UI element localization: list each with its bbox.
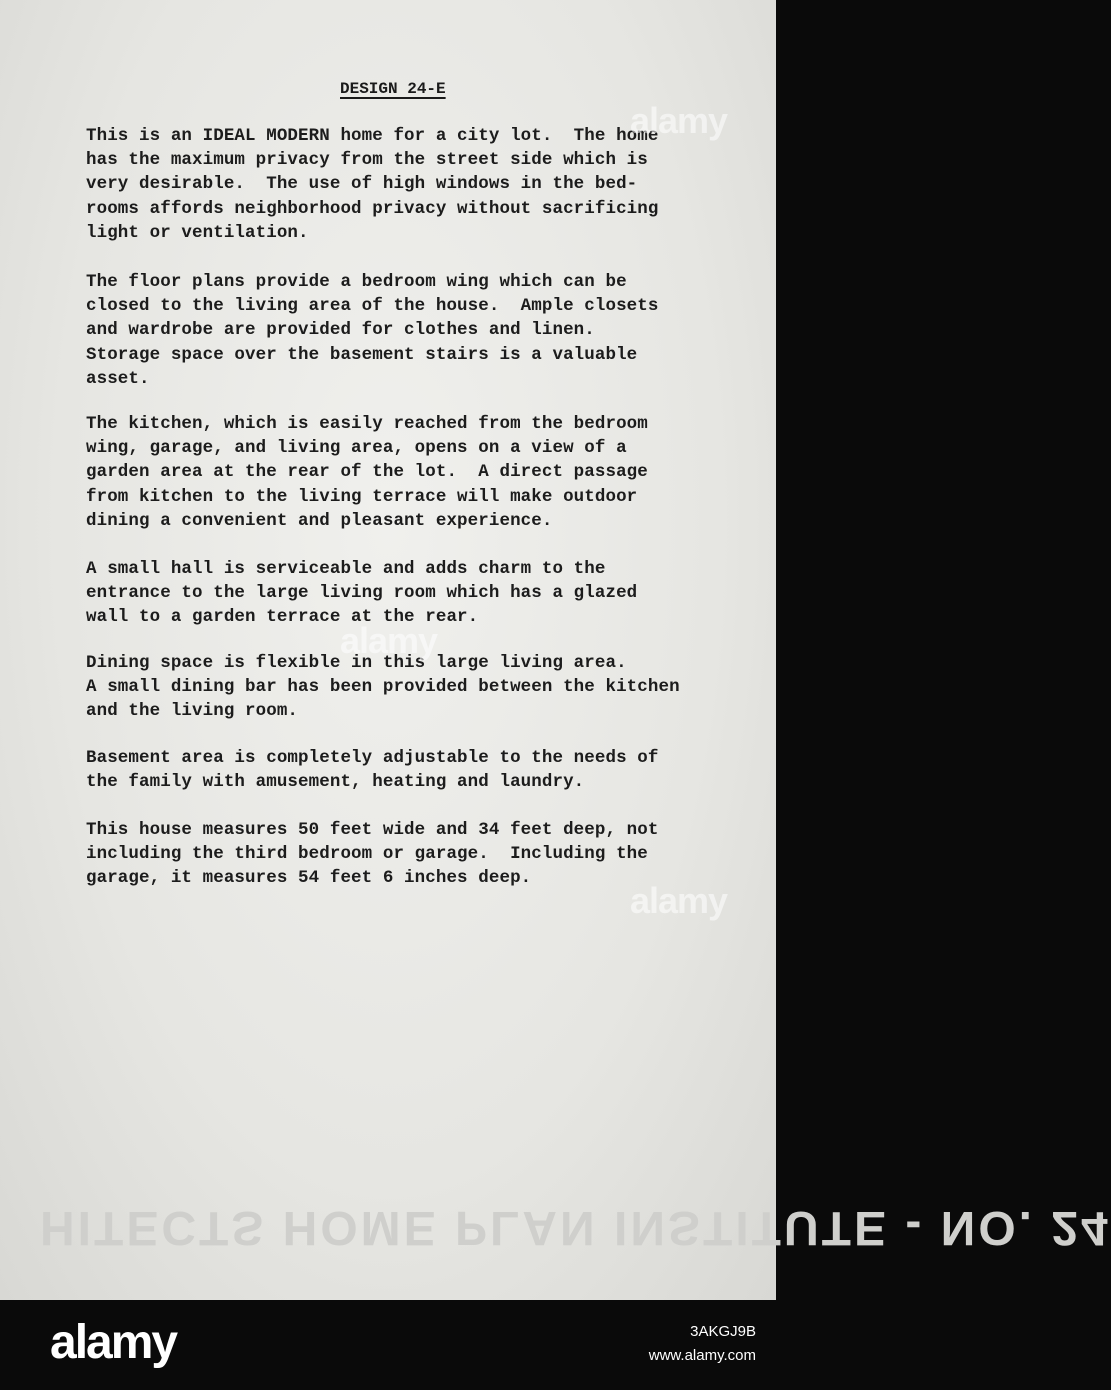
paragraph-floor-plans: The floor plans provide a bedroom wing which can be closed to the living area of the house. Ample closets and wardrobe are provided for clothes and linen. Storage space over the basement stairs is a valuable asset. <box>86 272 659 389</box>
paragraph-dining: Dining space is flexible in this large living area. A small dining bar has been provided between the kitchen and the living room. <box>86 653 680 722</box>
paragraph-measurements: This house measures 50 feet wide and 34 feet deep, not including the third bedroom or garage. Including the garage, it measures 54 feet 6 inches deep. <box>86 820 659 889</box>
document-title: DESIGN 24-E <box>340 80 446 98</box>
watermark-logo: alamy <box>340 620 438 661</box>
alamy-logo: alamy <box>50 1316 177 1369</box>
image-id: 3AKGJ9B <box>690 1323 756 1340</box>
paragraph-kitchen: The kitchen, which is easily reached from the bedroom wing, garage, and living area, opens on a view of a garden area at the rear of the lot. A direct passage from kitchen to the living terrace will make outdoor dining a convenient and pleasant experience. <box>86 414 648 531</box>
paragraph-basement: Basement area is completely adjustable to the needs of the family with amusement, heating and laundry. <box>86 748 659 793</box>
paragraph-intro: This is an IDEAL MODERN home for a city lot. The home has the maximum privacy from the street side which is very desirable. The use of high windows in the bed- rooms affords neighborhood privacy without sacrificing light or ventilation. <box>86 126 659 243</box>
bleed-through-text: HITECTS HOME PLAN INSTITUTE - NO. 24 <box>40 1201 1111 1254</box>
watermark-logo: alamy <box>630 880 728 921</box>
paragraph-hall: A small hall is serviceable and adds charm to the entrance to the large living room which has a glazed wall to a garden terrace at the rear. <box>86 559 638 628</box>
watermark-logo: alamy <box>630 100 728 141</box>
site-url: www.alamy.com <box>648 1347 756 1364</box>
